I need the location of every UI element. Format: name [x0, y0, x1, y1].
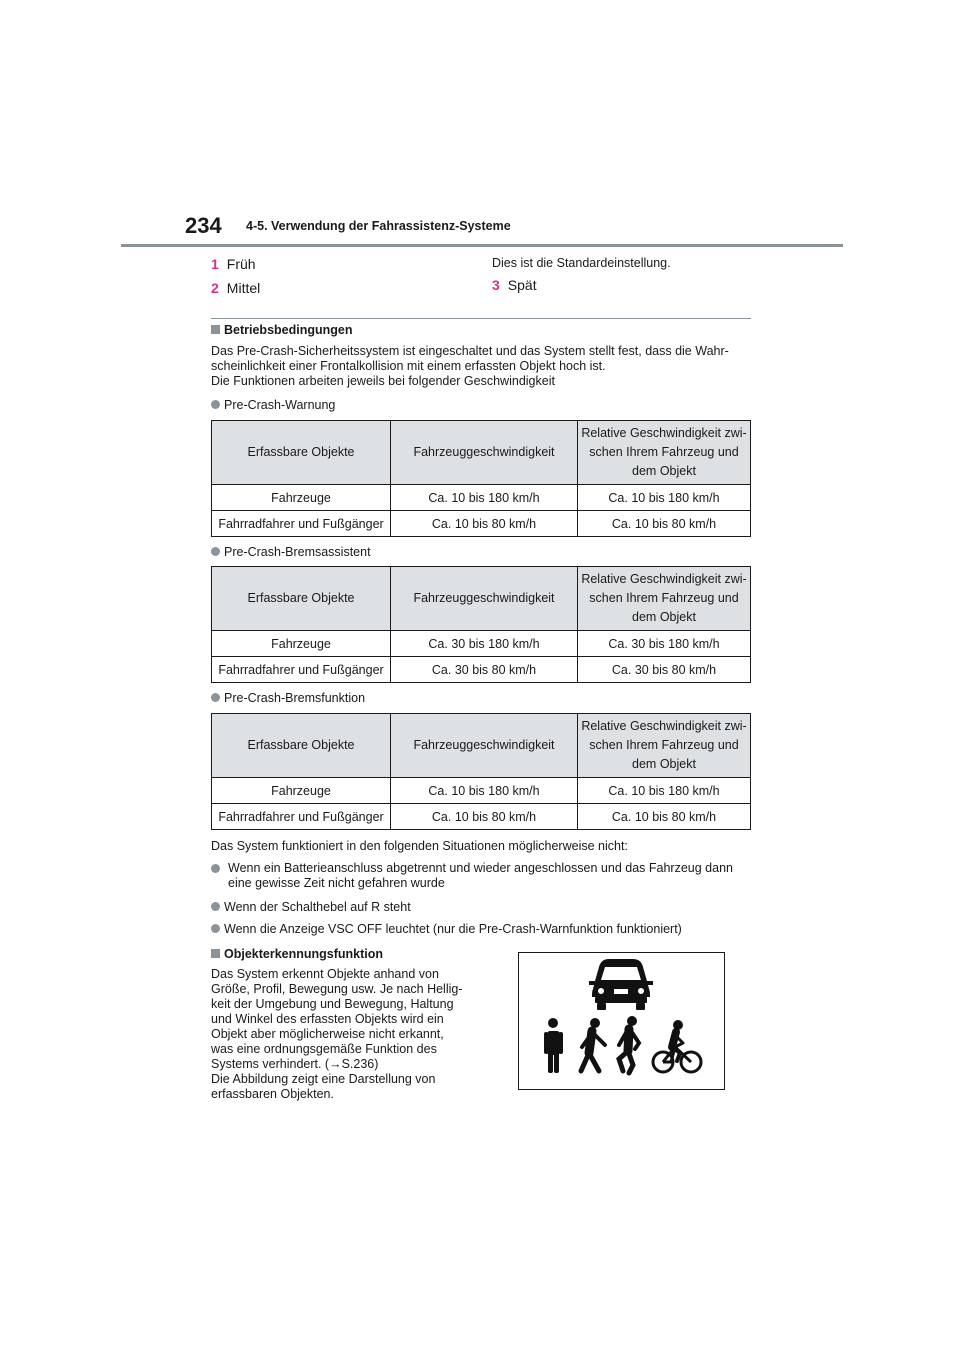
round-bullet-icon: [211, 902, 220, 911]
option-label: Früh: [226, 256, 256, 272]
square-bullet-icon: [211, 949, 220, 958]
intro-line: scheinlichkeit einer Frontalkollision mit einem erfassten Objekt hoch ist.: [211, 359, 606, 373]
speed-table-brake-assist: [211, 566, 751, 683]
table-cell: Ca. 10 bis 80 km/h: [391, 804, 578, 830]
header-cell: Erfassbare Objekte: [212, 714, 391, 778]
header-cell: Fahrzeuggeschwindigkeit: [391, 567, 578, 631]
header-divider: [121, 244, 843, 247]
header-cell: Relative Geschwindigkeit zwi- schen Ihrem Fahrzeug und dem Objekt: [578, 421, 751, 485]
option-early: [211, 256, 256, 272]
cyclist-icon: [653, 1020, 701, 1072]
option-number: 3: [492, 277, 500, 293]
option-medium: [211, 280, 260, 296]
not-function-intro: Das System funktioniert in den folgenden Situationen möglicherweise nicht:: [211, 839, 628, 853]
car-icon: [589, 959, 653, 1010]
table-header-row: [212, 567, 751, 631]
operating-intro: [211, 344, 729, 389]
option-number: 1: [211, 256, 219, 272]
page-number: 234: [185, 213, 222, 238]
round-bullet-icon: [211, 400, 220, 409]
table-cell: Ca. 30 bis 180 km/h: [578, 631, 751, 657]
heading-text: Objekterkennungsfunktion: [224, 947, 384, 961]
bullet-text: Pre-Crash-Bremsassistent: [224, 545, 371, 559]
table-cell: Ca. 10 bis 80 km/h: [391, 511, 578, 537]
round-bullet-icon: [211, 864, 220, 873]
table-cell: Ca. 10 bis 180 km/h: [578, 778, 751, 804]
table-header-row: [212, 714, 751, 778]
table-cell: Ca. 10 bis 180 km/h: [578, 485, 751, 511]
table-cell: Ca. 30 bis 80 km/h: [578, 657, 751, 683]
detectable-objects-figure: [518, 952, 725, 1090]
table-cell: Fahrzeuge: [212, 485, 391, 511]
bullet-vsc-off: [211, 922, 682, 937]
default-note: Dies ist die Standardeinstellung.: [492, 256, 671, 270]
square-bullet-icon: [211, 325, 220, 334]
recognition-heading: [211, 947, 383, 961]
table-row: [212, 778, 751, 804]
table-cell: Fahrradfahrer und Fußgänger: [212, 657, 391, 683]
bullet-pre-crash-brake-assist: [211, 545, 371, 560]
table-cell: Ca. 10 bis 180 km/h: [391, 485, 578, 511]
round-bullet-icon: [211, 547, 220, 556]
running-pedestrian-icon: [619, 1016, 639, 1073]
table-row: [212, 631, 751, 657]
header-cell: Erfassbare Objekte: [212, 567, 391, 631]
section-divider: [211, 318, 751, 319]
speed-table-warning: [211, 420, 751, 537]
header-cell: Fahrzeuggeschwindigkeit: [391, 714, 578, 778]
table-row: [212, 657, 751, 683]
round-bullet-icon: [211, 924, 220, 933]
bullet-text: Wenn die Anzeige VSC OFF leuchtet (nur die Pre-Crash-Warnfunktion funktioniert): [224, 922, 682, 936]
bullet-text: Pre-Crash-Warnung: [224, 398, 336, 412]
standing-pedestrian-icon: [544, 1018, 563, 1073]
table-row: [212, 485, 751, 511]
table-cell: Fahrradfahrer und Fußgänger: [212, 511, 391, 537]
intro-line: Das Pre-Crash-Sicherheitssystem ist eingeschaltet und das System stellt fest, dass die Wahr-: [211, 344, 729, 358]
table-cell: Ca. 10 bis 180 km/h: [391, 778, 578, 804]
bullet-pre-crash-warning: [211, 398, 335, 413]
table-cell: Ca. 10 bis 80 km/h: [578, 511, 751, 537]
table-cell: Fahrzeuge: [212, 778, 391, 804]
heading-text: Betriebsbedingungen: [224, 323, 353, 337]
table-row: [212, 804, 751, 830]
bullet-battery: Wenn ein Batterieanschluss abgetrennt und wieder angeschlossen und das Fahrzeug dann eine gewisse Zeit nicht gefahren wurde: [211, 861, 733, 891]
table-row: [212, 511, 751, 537]
table-cell: Ca. 10 bis 80 km/h: [578, 804, 751, 830]
walking-pedestrian-icon: [581, 1018, 605, 1071]
option-late: [492, 277, 537, 293]
bullet-reverse: [211, 900, 411, 915]
table-cell: Ca. 30 bis 180 km/h: [391, 631, 578, 657]
header-cell: Relative Geschwindigkeit zwi- schen Ihrem Fahrzeug und dem Objekt: [578, 567, 751, 631]
table-header-row: [212, 421, 751, 485]
option-label: Mittel: [226, 280, 261, 296]
header-cell: Fahrzeuggeschwindigkeit: [391, 421, 578, 485]
speed-table-brake: [211, 713, 751, 830]
bullet-text: Pre-Crash-Bremsfunktion: [224, 691, 366, 705]
operating-heading: [211, 323, 352, 337]
round-bullet-icon: [211, 693, 220, 702]
option-number: 2: [211, 280, 219, 296]
table-cell: Fahrzeuge: [212, 631, 391, 657]
table-cell: Ca. 30 bis 80 km/h: [391, 657, 578, 683]
option-label: Spät: [507, 277, 537, 293]
intro-line: Die Funktionen arbeiten jeweils bei folgender Geschwindigkeit: [211, 374, 555, 388]
header-cell: Erfassbare Objekte: [212, 421, 391, 485]
recognition-text: Das System erkennt Objekte anhand von Größe, Profil, Bewegung usw. Je nach Hellig- keit der Umgebung und Bewegung, Haltung und Winkel des erfassten Objekts wird ein Objekt aber möglicherweise nicht erkannt, was eine ordnungsgemäße Funktion des Systems verhindert. (→S.236) Die Abbildung zeigt eine Darstellung von erfassbaren Objekten.: [211, 967, 463, 1101]
table-cell: Fahrradfahrer und Fußgänger: [212, 804, 391, 830]
bullet-text: Wenn der Schalthebel auf R steht: [224, 900, 411, 914]
bullet-pre-crash-brake: [211, 691, 365, 706]
section-title: 4-5. Verwendung der Fahrassistenz-Systeme: [246, 219, 511, 233]
header-cell: Relative Geschwindigkeit zwi- schen Ihrem Fahrzeug und dem Objekt: [578, 714, 751, 778]
